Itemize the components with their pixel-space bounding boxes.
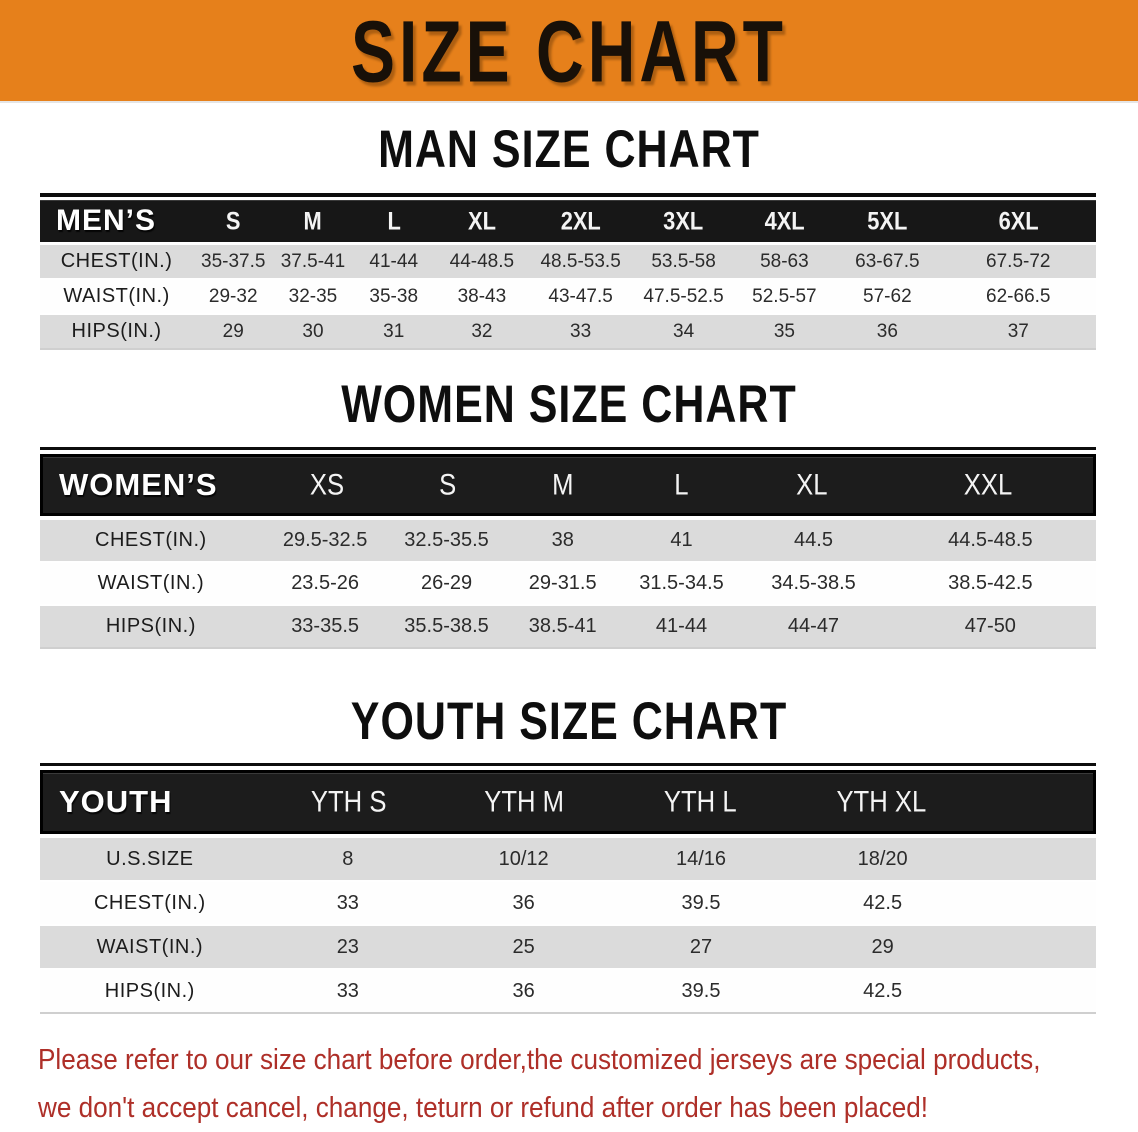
size-column-header: 2XL (560, 206, 601, 235)
youth-table-rows (40, 838, 1096, 1014)
men-header-row (40, 200, 1096, 242)
size-column-header: YTH M (483, 785, 564, 818)
table-cell: 33 (570, 320, 592, 342)
table-cell: 38 (551, 529, 574, 551)
table-cell: 35-38 (369, 285, 419, 307)
table-cell: 47-50 (964, 615, 1016, 637)
table-cell: 44.5-48.5 (948, 529, 1033, 551)
table-cell: 34 (673, 320, 695, 342)
table-cell: 26-29 (420, 572, 473, 594)
row-label: HIPS(IN.) (105, 615, 196, 637)
size-column-header: M (303, 206, 323, 235)
table-cell: 38.5-42.5 (948, 572, 1033, 594)
table-cell: 36 (876, 320, 898, 342)
table-cell: 30 (302, 320, 324, 342)
table-cell: 39.5 (681, 979, 721, 1002)
table-cell: 41-44 (369, 250, 419, 272)
table-cell: 36 (512, 891, 535, 914)
table-cell: 27 (689, 935, 713, 958)
table-cell: 33 (336, 891, 359, 914)
table-cell: 18/20 (857, 847, 908, 870)
size-column-header: 6XL (998, 206, 1039, 235)
row-label: CHEST(IN.) (93, 891, 206, 914)
table-cell: 42.5 (863, 979, 903, 1002)
table-cell: 62-66.5 (986, 285, 1051, 307)
table-cell: 29-31.5 (528, 572, 597, 594)
row-label: WAIST(IN.) (63, 285, 170, 307)
disclaimer-line-1: Please refer to our size chart before order,the customized jerseys are special products, (38, 1044, 1041, 1076)
youth-header-label: YOUTH (59, 784, 173, 819)
row-label: HIPS(IN.) (104, 979, 195, 1002)
row-label: U.S.SIZE (106, 847, 194, 870)
table-cell: 39.5 (681, 891, 721, 914)
table-cell: 29-32 (208, 285, 258, 307)
table-cell: 14/16 (675, 847, 727, 870)
table-cell: 23.5-26 (291, 572, 360, 594)
size-column-header: L (673, 468, 689, 501)
table-cell: 44.5 (794, 529, 833, 551)
disclaimer (38, 1036, 1118, 1132)
table-cell: 58-63 (760, 250, 809, 272)
size-column-header: S (438, 468, 456, 501)
women-size-chart-title-text: WOMEN SIZE CHART (341, 375, 797, 435)
table-cell: 29 (871, 935, 894, 958)
women-table-rows (40, 520, 1096, 649)
table-cell: 52.5-57 (752, 285, 817, 307)
table-cell: 43-47.5 (548, 285, 613, 307)
table-cell: 10/12 (498, 847, 549, 870)
women-table (40, 447, 1096, 649)
size-column-header: L (387, 206, 401, 235)
row-label: CHEST(IN.) (60, 250, 173, 272)
size-column-header: 3XL (663, 206, 704, 235)
size-column-header: XL (796, 468, 828, 501)
table-cell: 34.5-38.5 (771, 572, 856, 594)
table-cell: 67.5-72 (986, 250, 1051, 272)
table-cell: 33 (336, 979, 359, 1002)
table-cell: 25 (512, 935, 535, 958)
table-row (40, 280, 1096, 313)
row-label: WAIST(IN.) (96, 935, 204, 958)
table-cell: 48.5-53.5 (540, 250, 621, 272)
banner (0, 0, 1138, 101)
size-column-header: XXL (963, 468, 1013, 501)
size-column-header: 5XL (867, 206, 908, 235)
man-size-chart-title (0, 122, 1138, 178)
size-column-header: XL (467, 206, 496, 235)
table-cell: 8 (342, 847, 354, 870)
women-table-topline (40, 447, 1096, 450)
table-row (40, 882, 1096, 924)
table-cell: 31.5-34.5 (639, 572, 724, 594)
table-cell: 35.5-38.5 (404, 615, 489, 637)
table-cell: 32-35 (288, 285, 338, 307)
table-cell: 63-67.5 (855, 250, 920, 272)
table-row (40, 563, 1096, 604)
table-row (40, 926, 1096, 968)
size-column-header: XS (309, 468, 344, 501)
table-row (40, 606, 1096, 647)
men-table-topline (40, 193, 1096, 197)
table-cell: 23 (336, 935, 359, 958)
size-column-header: S (225, 206, 241, 235)
table-row (40, 245, 1096, 278)
table-cell: 41-44 (655, 615, 708, 637)
youth-size-chart-title (0, 694, 1138, 750)
table-cell: 57-62 (863, 285, 912, 307)
women-header-row (40, 454, 1096, 516)
size-column-header: M (552, 468, 574, 501)
table-cell: 38.5-41 (528, 615, 597, 637)
table-cell: 42.5 (863, 891, 903, 914)
table-cell: 29.5-32.5 (282, 529, 368, 551)
men-table-rows (40, 245, 1096, 350)
youth-header-row (40, 770, 1096, 834)
size-column-header: 4XL (764, 206, 805, 235)
table-cell: 53.5-58 (651, 250, 716, 272)
men-header-label: MEN’S (56, 204, 157, 237)
women-header-label: WOMEN’S (59, 467, 218, 502)
table-row (40, 315, 1096, 348)
table-cell: 35-37.5 (201, 250, 266, 272)
table-cell: 37.5-41 (280, 250, 346, 272)
men-table (40, 193, 1096, 350)
table-cell: 32 (471, 320, 493, 342)
table-row (40, 838, 1096, 880)
youth-table-topline (40, 763, 1096, 766)
table-cell: 31 (383, 320, 405, 342)
table-row (40, 520, 1096, 561)
row-label: WAIST(IN.) (97, 572, 205, 594)
table-cell: 44-47 (787, 615, 840, 637)
table-cell: 44-48.5 (449, 250, 515, 272)
man-size-chart-title-text: MAN SIZE CHART (378, 120, 760, 180)
row-label: CHEST(IN.) (95, 529, 207, 551)
table-cell: 47.5-52.5 (643, 285, 724, 307)
table-cell: 37 (1007, 320, 1029, 342)
size-column-header: YTH L (663, 785, 737, 818)
table-cell: 35 (773, 320, 795, 342)
table-row (40, 970, 1096, 1012)
table-cell: 33-35.5 (291, 615, 360, 637)
women-size-chart-title (0, 377, 1138, 433)
youth-size-chart-title-text: YOUTH SIZE CHART (350, 692, 788, 752)
table-cell: 29 (222, 320, 244, 342)
table-cell: 36 (512, 979, 535, 1002)
youth-table (40, 763, 1096, 1014)
size-column-header: YTH XL (835, 785, 926, 818)
disclaimer-line-2: we don't accept cancel, change, teturn or refund after order has been placed! (38, 1092, 929, 1124)
table-cell: 41 (670, 529, 693, 551)
table-cell: 32.5-35.5 (404, 529, 489, 551)
size-column-header: YTH S (311, 785, 387, 818)
table-cell: 38-43 (457, 285, 507, 307)
banner-title: SIZE CHART (351, 1, 787, 100)
row-label: HIPS(IN.) (71, 320, 162, 342)
